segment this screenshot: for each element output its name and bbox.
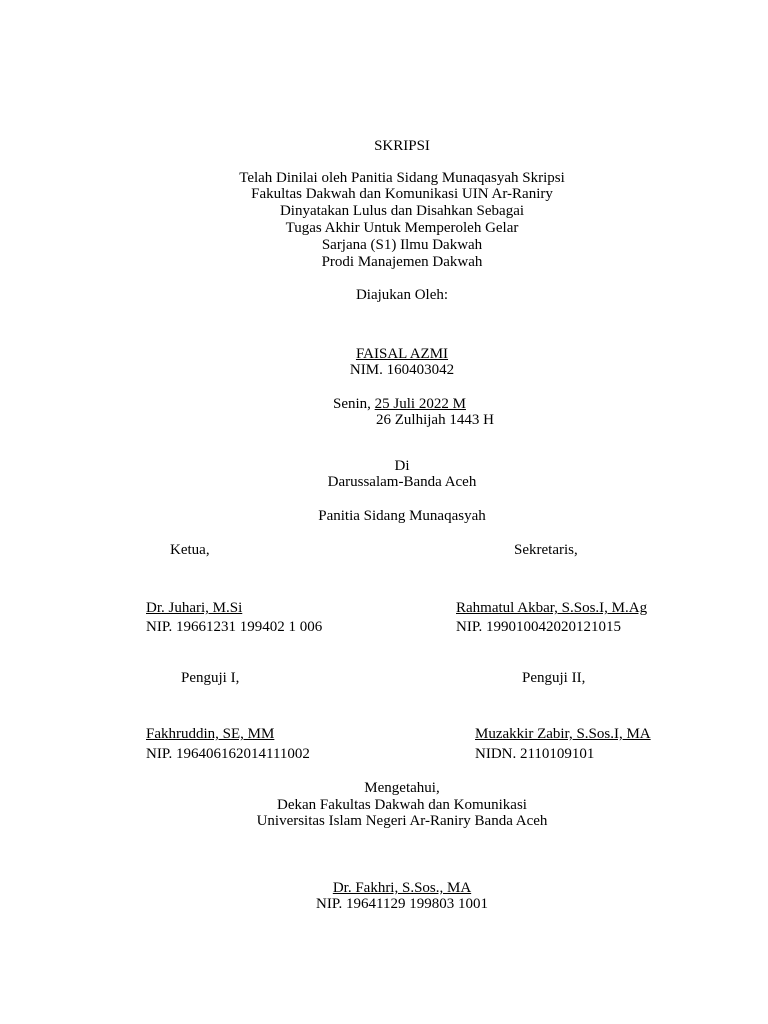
approval-position: Dekan Fakultas Dakwah dan Komunikasi xyxy=(277,797,527,813)
ketua-name: Dr. Juhari, M.Si xyxy=(146,600,243,616)
committee-title: Panitia Sidang Munaqasyah xyxy=(318,508,486,524)
penguji2-role: Penguji II, xyxy=(522,670,586,686)
date-masehi: 25 Juli 2022 M xyxy=(374,396,466,412)
ketua-nip: NIP. 19661231 199402 1 006 xyxy=(146,619,323,635)
student-name-row xyxy=(0,346,768,363)
statement-line-2: Fakultas Dakwah dan Komunikasi UIN Ar-Raniry xyxy=(251,186,553,202)
approval-label: Mengetahui, xyxy=(364,780,440,796)
document-heading: SKRIPSI xyxy=(374,138,430,154)
sekretaris-name: Rahmatul Akbar, S.Sos.I, M.Ag xyxy=(456,600,648,616)
approval-institution: Universitas Islam Negeri Ar-Raniry Banda Aceh xyxy=(256,813,548,829)
place-di: Di xyxy=(394,458,410,474)
dean-name-row xyxy=(0,880,768,897)
penguji1-role: Penguji I, xyxy=(181,670,240,686)
student-nim: NIM. 160403042 xyxy=(349,362,455,378)
statement-line-4: Tugas Akhir Untuk Memperoleh Gelar xyxy=(285,220,519,236)
date-masehi-line xyxy=(333,396,466,413)
penguji1-name: Fakhruddin, SE, MM xyxy=(146,726,275,742)
date-day: Senin, xyxy=(333,396,375,412)
place-city: Darussalam-Banda Aceh xyxy=(327,474,477,490)
date-hijri: 26 Zulhijah 1443 H xyxy=(376,412,494,428)
ketua-role: Ketua, xyxy=(170,542,210,558)
penguji1-nip: NIP. 196406162014111002 xyxy=(146,746,310,762)
statement-line-5: Sarjana (S1) Ilmu Dakwah xyxy=(321,237,483,253)
submitted-by-label: Diajukan Oleh: xyxy=(355,287,449,303)
sekretaris-role: Sekretaris, xyxy=(514,542,578,558)
penguji2-nidn: NIDN. 2110109101 xyxy=(475,746,595,762)
dean-nip: NIP. 19641129 199803 1001 xyxy=(316,896,488,912)
statement-line-6: Prodi Manajemen Dakwah xyxy=(321,254,483,270)
sekretaris-nip: NIP. 199010042020121015 xyxy=(456,619,622,635)
penguji2-name: Muzakkir Zabir, S.Sos.I, MA xyxy=(475,726,651,742)
statement-line-1: Telah Dinilai oleh Panitia Sidang Munaqasyah Skripsi xyxy=(239,170,565,186)
student-name: FAISAL AZMI xyxy=(355,346,449,362)
statement-line-3: Dinyatakan Lulus dan Disahkan Sebagai xyxy=(279,203,525,219)
dean-name: Dr. Fakhri, S.Sos., MA xyxy=(332,880,472,896)
